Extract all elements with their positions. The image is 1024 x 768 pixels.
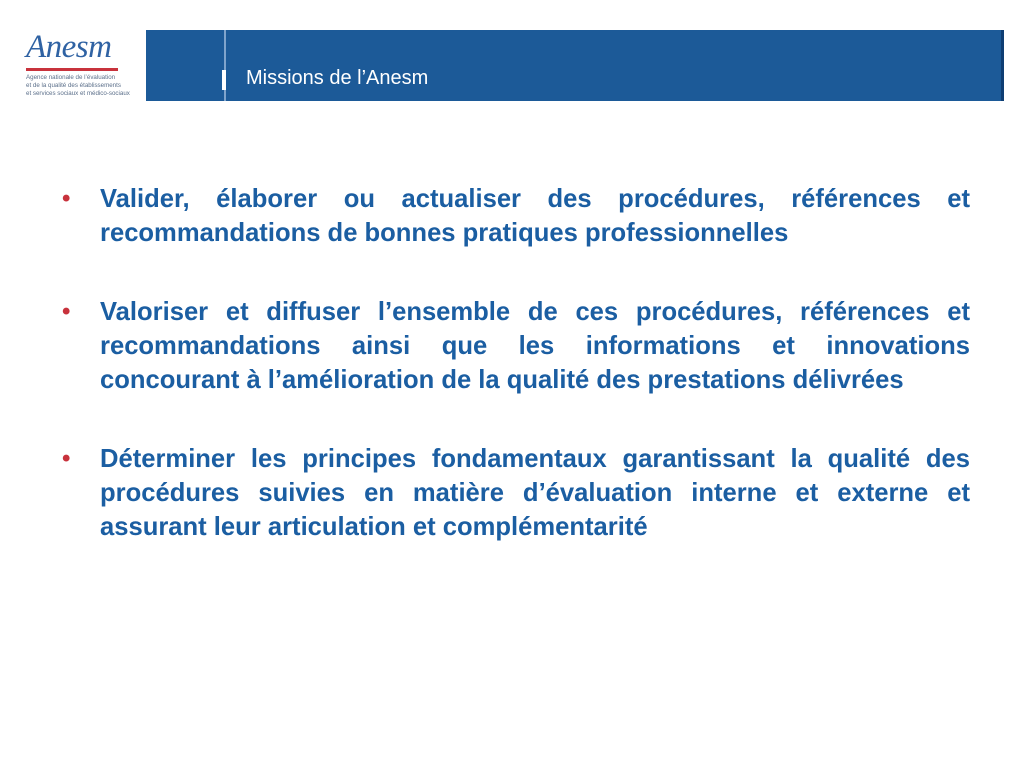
page-title: Missions de l’Anesm <box>246 67 429 89</box>
bullet-item <box>62 442 970 544</box>
logo-red-rule <box>26 68 118 71</box>
logo-tagline-line: et services sociaux et médico-sociaux <box>26 90 130 97</box>
bullet-icon: • <box>62 185 71 212</box>
bullet-item <box>62 295 970 397</box>
bullet-text: Valoriser et diffuser l’ensemble de ces procédures, références et recommandations ainsi que les informations et innovations concourant à l’amélioration de la qualité des prestations délivrées <box>100 298 970 394</box>
logo-tagline <box>26 74 146 98</box>
logo-wordmark: Anesm <box>26 29 112 65</box>
bullet-text: Valider, élaborer ou actualiser des procédures, références et recommandations de bonnes pratiques professionnelles <box>100 185 970 247</box>
bullet-item <box>62 182 970 250</box>
header-marker <box>222 70 226 90</box>
bullet-text: Déterminer les principes fondamentaux garantissant la qualité des procédures suivies en matière d’évaluation interne et externe et assurant leur articulation et complémentarité <box>100 445 970 541</box>
header-band <box>146 30 1004 101</box>
anesm-logo <box>22 28 142 108</box>
logo-tagline-line: et de la qualité des établissements <box>26 82 121 89</box>
logo-tagline-line: Agence nationale de l’évaluation <box>26 74 116 81</box>
header-divider <box>224 30 226 101</box>
bullet-icon: • <box>62 298 71 325</box>
bullet-list <box>62 182 970 589</box>
bullet-icon: • <box>62 445 71 472</box>
